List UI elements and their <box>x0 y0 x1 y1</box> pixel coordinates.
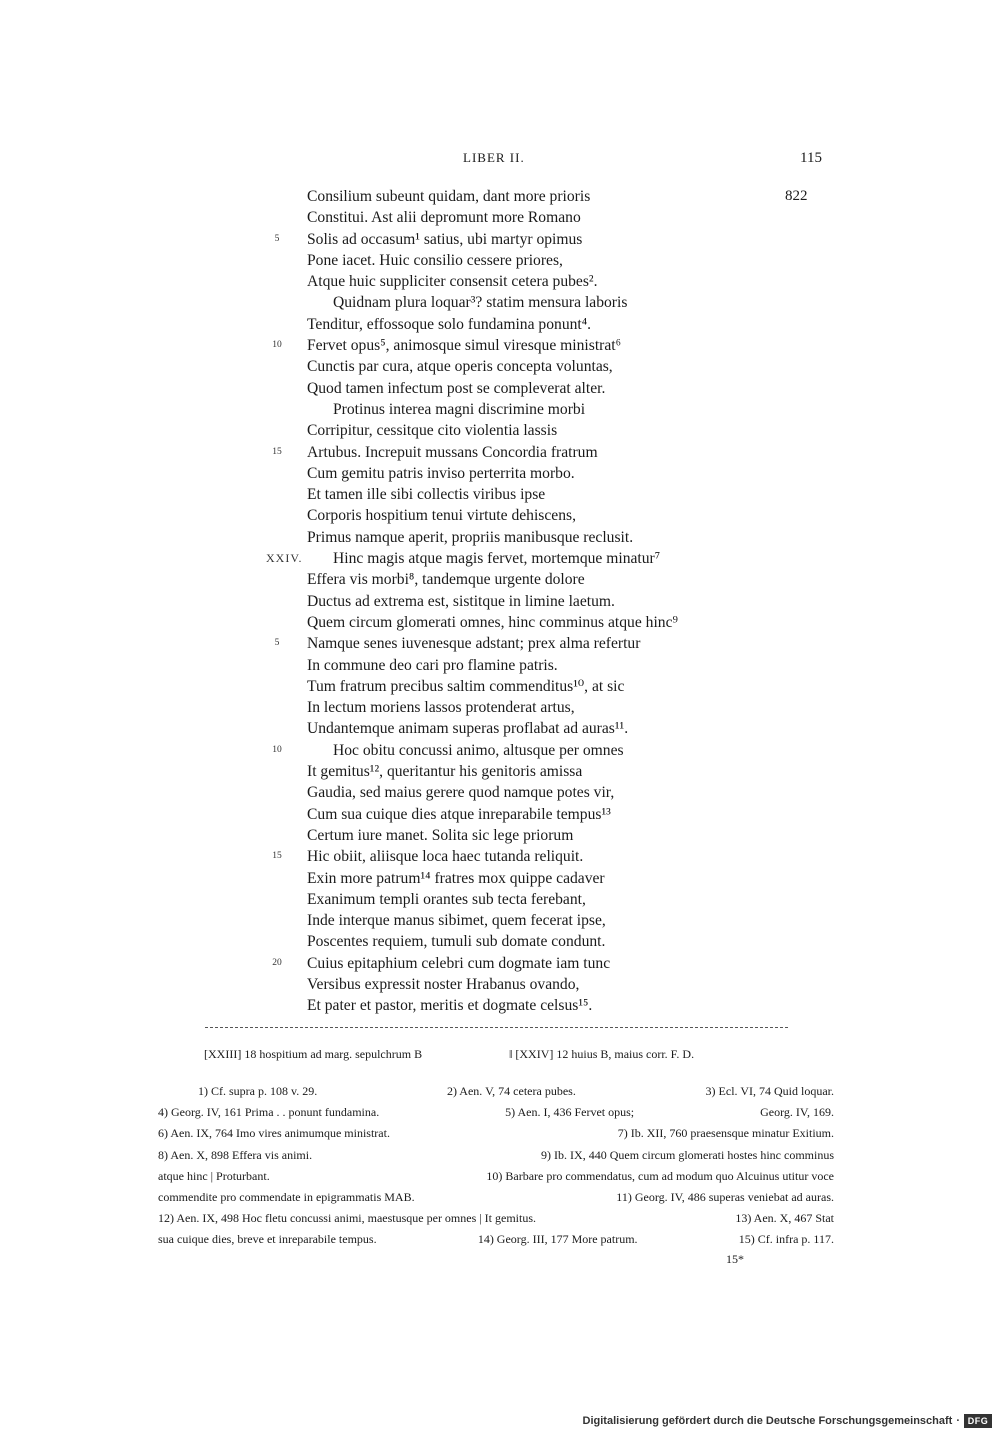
line-number: 5 <box>274 638 280 649</box>
verse-line <box>0 399 1000 420</box>
verse-text: Quod tamen infectum post se compleverat alter. <box>307 379 606 397</box>
footnote-line <box>158 1187 834 1208</box>
line-number: 15 <box>272 851 282 862</box>
footnote-entry: 6) Aen. IX, 764 Imo vires animumque ministrat. <box>158 1126 390 1141</box>
line-number: 5 <box>274 233 280 244</box>
verse-text: Inde interque manus sibimet, quem fecerat ipse, <box>307 912 606 930</box>
verse-text: Exin more patrum¹⁴ fratres mox quippe cadaver <box>307 869 605 887</box>
footnote-entry: Georg. IV, 169. <box>760 1105 834 1120</box>
apparatus-left: [XXIII] 18 hospitium ad marg. sepulchrum B <box>204 1047 423 1061</box>
verse-text: Namque senes iuvenesque adstant; prex alma refertur <box>307 635 641 653</box>
verse-line <box>0 335 1000 356</box>
verse-text: Corporis hospitium tenui virtute dehiscens, <box>307 507 576 525</box>
dfg-logo: DFG <box>964 1414 992 1428</box>
verse-line <box>0 420 1000 441</box>
verse-line <box>0 953 1000 974</box>
footnote-line <box>158 1123 834 1144</box>
footnote-entry: 3) Ecl. VI, 74 Quid loquar. <box>705 1084 834 1098</box>
line-number: 15 <box>272 446 282 457</box>
footnote-entry: atque hinc | Proturbant. <box>158 1168 270 1183</box>
printer-signature: 15* <box>726 1252 744 1266</box>
footnote-entry: 4) Georg. IV, 161 Prima . . ponunt fundamina. <box>158 1105 380 1120</box>
verse-line <box>0 207 1000 228</box>
verse-text: Certum iure manet. Solita sic lege priorum <box>307 826 574 844</box>
verse-text: Exanimum templi orantes sub tecta ferebant, <box>307 890 586 908</box>
verse-text: Et pater et pastor, meritis et dogmate celsus¹⁵. <box>307 997 593 1015</box>
verse-text: Primus namque aperit, propriis manibusque reclusit. <box>307 528 634 546</box>
verse-line <box>0 974 1000 995</box>
verse-text: In lectum moriens lassos protenderat artus, <box>307 699 575 717</box>
verse-text: In commune deo cari pro flamine patris. <box>307 656 558 674</box>
verse-line <box>0 825 1000 846</box>
verse-line <box>0 569 1000 590</box>
footnote-entry: commendite pro commendate in epigrammatis MAB. <box>158 1189 415 1204</box>
verse-line <box>0 250 1000 271</box>
verse-text: Cum sua cuique dies atque inreparabile tempus¹³ <box>307 805 611 823</box>
footnote-entry: 15) Cf. infra p. 117. <box>738 1232 834 1247</box>
verse-text: Poscentes requiem, tumuli sub domate condunt. <box>307 933 606 951</box>
verse-text: Quem circum glomerati omnes, hinc comminus atque hinc⁹ <box>307 613 678 631</box>
verse-line <box>0 527 1000 548</box>
digitization-credit <box>583 1413 992 1429</box>
page-number: 115 <box>800 150 822 166</box>
verse-line <box>0 782 1000 803</box>
verse-text: Pone iacet. Huic consilio cessere priores, <box>307 251 563 269</box>
credit-text: Digitalisierung gefördert durch die Deutsche Forschungsgemeinschaft <box>582 1415 953 1427</box>
verse-text: Ductus ad extrema est, sistitque in limine laetum. <box>307 592 615 610</box>
verse-line <box>0 931 1000 952</box>
verse-text: Constitui. Ast alii depromunt more Romano <box>307 209 581 227</box>
footnote-entry: 2) Aen. V, 74 cetera pubes. <box>446 1084 576 1098</box>
verse-line <box>0 910 1000 931</box>
footnote-line <box>158 1229 834 1250</box>
line-number: 20 <box>272 957 282 968</box>
verse-line <box>0 442 1000 463</box>
footnote-entry: 5) Aen. I, 436 Fervet opus; <box>505 1105 635 1120</box>
footnote-entry: 13) Aen. X, 467 Stat <box>735 1211 834 1226</box>
verse-line <box>0 697 1000 718</box>
verse-line <box>0 463 1000 484</box>
verse-line <box>0 612 1000 633</box>
footnote-rule <box>205 1027 788 1028</box>
verse-line <box>0 356 1000 377</box>
verse-text: Consilium subeunt quidam, dant more prioris <box>307 188 591 205</box>
verse-line <box>0 314 1000 335</box>
footnote-line <box>158 1208 834 1229</box>
verse-line <box>0 868 1000 889</box>
footnote-entry: 12) Aen. IX, 498 Hoc fletu concussi animi, maestusque per omnes | It gemitus. <box>158 1211 536 1226</box>
verse-line <box>0 718 1000 739</box>
verse-text: Hoc obitu concussi animo, altusque per omnes <box>333 741 624 759</box>
credit-separator: · <box>956 1415 960 1427</box>
line-number: 10 <box>272 340 282 351</box>
verse-line <box>0 271 1000 292</box>
line-number: 10 <box>272 744 282 755</box>
verse-text: Cunctis par cura, atque operis concepta voluntas, <box>307 358 613 376</box>
footnote-line <box>158 1102 834 1123</box>
verse-line <box>0 229 1000 250</box>
verse-text: Et tamen ille sibi collectis viribus ipse <box>307 486 546 504</box>
running-head <box>0 150 1000 170</box>
footnote-entry: 7) Ib. XII, 760 praesensque minatur Exitium. <box>617 1126 834 1141</box>
footnote-entry: 9) Ib. IX, 440 Quem circum glomerati hostes hinc comminus <box>541 1147 834 1162</box>
verse-text: Atque huic suppliciter consensit cetera pubes². <box>307 273 598 291</box>
footnotes <box>158 1081 834 1251</box>
running-title: LIBER II. <box>463 150 525 165</box>
verse-line <box>0 655 1000 676</box>
apparatus-right: ‖ [XXIV] 12 huius B, maius corr. F. D. <box>509 1047 695 1061</box>
verse-text: Tenditur, effossoque solo fundamina ponunt⁴. <box>307 315 592 333</box>
verse-line <box>0 740 1000 761</box>
footnote-line <box>158 1081 834 1102</box>
verse-text: Quidnam plura loquar³? statim mensura laboris <box>333 294 628 312</box>
footnote-entry: sua cuique dies, breve et inreparabile tempus. <box>158 1232 377 1247</box>
verse-text: Artubus. Increpuit mussans Concordia fratrum <box>307 443 598 461</box>
verse-text: Versibus expressit noster Hrabanus ovando, <box>307 975 580 993</box>
verse-text: Effera vis morbi⁸, tandemque urgente dolore <box>307 571 585 589</box>
verse-text: Corripitur, cessitque cito violentia lassis <box>307 422 558 440</box>
verse-text: Cuius epitaphium celebri cum dogmate iam tunc <box>307 954 611 972</box>
verse-text: Tum fratrum precibus saltim commenditus¹⁰, at sic <box>307 677 625 695</box>
verse-text: Cum gemitu patris inviso perterrita morbo. <box>307 464 575 482</box>
verse-line <box>0 505 1000 526</box>
footnote-entry: 1) Cf. supra p. 108 v. 29. <box>198 1084 318 1098</box>
margin-reference-number: 822 <box>785 188 808 204</box>
footnote-entry: 14) Georg. III, 177 More patrum. <box>477 1232 638 1247</box>
verse-line <box>0 484 1000 505</box>
footnote-line <box>158 1166 834 1187</box>
verse-text: Solis ad occasum¹ satius, ubi martyr opimus <box>307 230 583 248</box>
verse-text: It gemitus¹², queritantur his genitoris amissa <box>307 763 583 781</box>
verse-line <box>0 804 1000 825</box>
verse-line <box>0 676 1000 697</box>
footnote-entry: 8) Aen. X, 898 Effera vis animi. <box>158 1147 313 1162</box>
verse-line <box>0 591 1000 612</box>
verse-text: Fervet opus⁵, animosque simul viresque ministrat⁶ <box>307 337 622 355</box>
verse-text: Undantemque animam superas proflabat ad auras¹¹. <box>307 720 629 738</box>
verse-line <box>0 378 1000 399</box>
verse-line <box>0 292 1000 313</box>
verse-text: Hinc magis atque magis fervet, mortemque minatur⁷ <box>333 550 661 568</box>
verse-line <box>0 548 1000 569</box>
footnote-entry: 11) Georg. IV, 486 superas veniebat ad auras. <box>616 1189 834 1204</box>
footnote-entry: 10) Barbare pro commendatus, cum ad modum quo Alcuinus utitur voce <box>486 1168 834 1183</box>
verse-text: Protinus interea magni discrimine morbi <box>333 400 586 418</box>
verse-line <box>0 889 1000 910</box>
verse-line <box>0 186 1000 207</box>
verse-block <box>0 186 1000 1017</box>
verse-line <box>0 633 1000 654</box>
verse-text: Hic obiit, aliisque loca haec tutanda reliquit. <box>307 848 584 866</box>
verse-line <box>0 846 1000 867</box>
footnote-line <box>158 1145 834 1166</box>
verse-line <box>0 995 1000 1016</box>
verse-line <box>0 761 1000 782</box>
verse-text: Gaudia, sed maius gerere quod namque potes vir, <box>307 784 615 802</box>
chapter-number: XXIV. <box>266 551 303 566</box>
